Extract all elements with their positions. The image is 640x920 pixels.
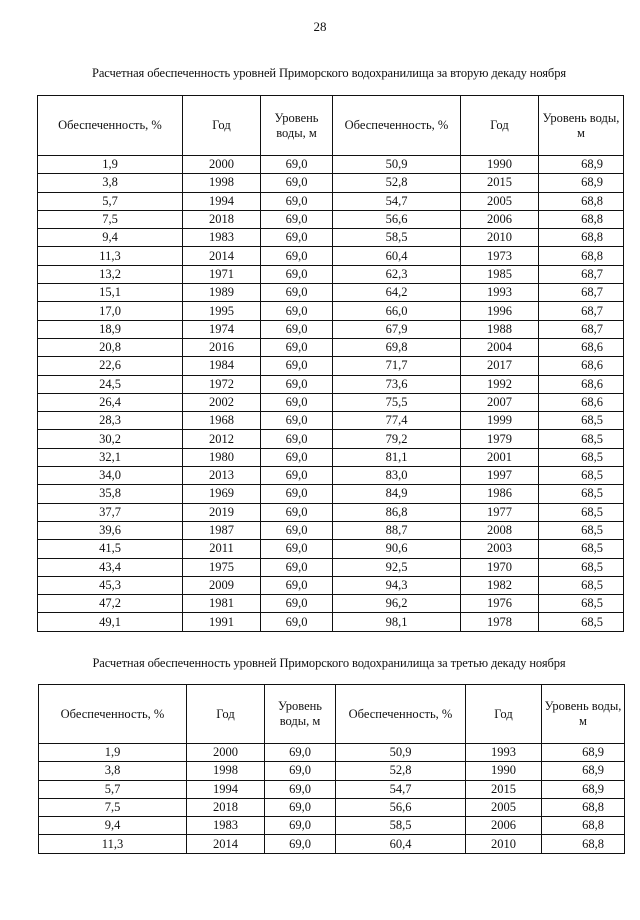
table-cell: 68,8 [542, 835, 625, 853]
table-cell: 1996 [461, 302, 539, 320]
table-cell: 69,0 [261, 156, 333, 174]
table-cell: 64,2 [333, 284, 461, 302]
table-cell: 68,6 [539, 375, 624, 393]
table-cell: 1993 [461, 284, 539, 302]
table-cell: 58,5 [336, 817, 466, 835]
table-cell: 69,0 [265, 762, 336, 780]
table-cell: 2008 [461, 521, 539, 539]
table-cell: 1990 [466, 762, 542, 780]
table-cell: 34,0 [38, 467, 183, 485]
table-cell: 1974 [183, 320, 261, 338]
table-cell: 69,0 [261, 448, 333, 466]
table-cell: 69,0 [261, 284, 333, 302]
table-cell: 1971 [183, 265, 261, 283]
column-header: Обеспеченность, % [336, 685, 466, 744]
table-row [38, 540, 624, 558]
table-cell: 2006 [466, 817, 542, 835]
table-cell: 69,0 [261, 540, 333, 558]
table-cell: 68,5 [539, 467, 624, 485]
table-cell: 69,0 [261, 521, 333, 539]
table-cell: 68,5 [539, 558, 624, 576]
table-cell: 68,5 [539, 540, 624, 558]
table-cell: 73,6 [333, 375, 461, 393]
table-cell: 86,8 [333, 503, 461, 521]
column-header: Уровень воды, м [261, 96, 333, 156]
table-cell: 69,0 [261, 595, 333, 613]
table-cell: 69,0 [261, 430, 333, 448]
table-cell: 2015 [461, 174, 539, 192]
table-cell: 68,5 [539, 521, 624, 539]
column-header: Год [183, 96, 261, 156]
table-cell: 58,5 [333, 229, 461, 247]
table-cell: 2001 [461, 448, 539, 466]
table-cell: 56,6 [333, 210, 461, 228]
table-cell: 1999 [461, 412, 539, 430]
table-cell: 69,0 [261, 613, 333, 631]
table-cell: 68,5 [539, 503, 624, 521]
table-cell: 1981 [183, 595, 261, 613]
table-cell: 52,8 [333, 174, 461, 192]
table-cell: 18,9 [38, 320, 183, 338]
table-cell: 1984 [183, 357, 261, 375]
table-cell: 1995 [183, 302, 261, 320]
table-row [38, 393, 624, 411]
table-cell: 94,3 [333, 576, 461, 594]
table-cell: 9,4 [38, 229, 183, 247]
table-cell: 68,6 [539, 357, 624, 375]
table-cell: 92,5 [333, 558, 461, 576]
table-row [38, 558, 624, 576]
table-row [38, 430, 624, 448]
table-row [38, 265, 624, 283]
table-cell: 69,0 [265, 817, 336, 835]
table-cell: 2012 [183, 430, 261, 448]
table-cell: 68,6 [539, 338, 624, 356]
table-row [38, 595, 624, 613]
table-body [38, 156, 624, 632]
table-cell: 69,0 [261, 192, 333, 210]
table-row [38, 576, 624, 594]
table-cell: 68,9 [542, 762, 625, 780]
table-header [38, 96, 624, 156]
table-row [38, 448, 624, 466]
table-row [38, 320, 624, 338]
table-cell: 28,3 [38, 412, 183, 430]
table-cell: 1998 [187, 762, 265, 780]
table-cell: 81,1 [333, 448, 461, 466]
table-row [38, 229, 624, 247]
table-cell: 2007 [461, 393, 539, 411]
table-cell: 22,6 [38, 357, 183, 375]
table-row [39, 798, 625, 816]
table-cell: 68,9 [542, 780, 625, 798]
table-cell: 26,4 [38, 393, 183, 411]
table-cell: 3,8 [39, 762, 187, 780]
table-cell: 68,5 [539, 448, 624, 466]
column-header: Уровень воды, м [539, 96, 624, 156]
table-cell: 2011 [183, 540, 261, 558]
table-cell: 60,4 [333, 247, 461, 265]
column-header: Обеспеченность, % [39, 685, 187, 744]
table-cell: 69,0 [261, 485, 333, 503]
table-row [38, 521, 624, 539]
table-cell: 1991 [183, 613, 261, 631]
table-cell: 39,6 [38, 521, 183, 539]
table-cell: 79,2 [333, 430, 461, 448]
table-cell: 68,7 [539, 284, 624, 302]
table-cell: 2018 [183, 210, 261, 228]
table-cell: 37,7 [38, 503, 183, 521]
table-cell: 77,4 [333, 412, 461, 430]
table-cell: 1994 [183, 192, 261, 210]
table-row [38, 503, 624, 521]
table-cell: 67,9 [333, 320, 461, 338]
table-cell: 69,0 [261, 338, 333, 356]
table-row [38, 174, 624, 192]
table-cell: 2016 [183, 338, 261, 356]
table-cell: 68,5 [539, 485, 624, 503]
table-cell: 69,0 [261, 503, 333, 521]
table-cell: 9,4 [39, 817, 187, 835]
table-cell: 2017 [461, 357, 539, 375]
table-cell: 13,2 [38, 265, 183, 283]
table-cell: 75,5 [333, 393, 461, 411]
table-cell: 68,7 [539, 265, 624, 283]
table-cell: 41,5 [38, 540, 183, 558]
table-cell: 69,0 [261, 558, 333, 576]
table-row [39, 780, 625, 798]
table-cell: 83,0 [333, 467, 461, 485]
table-row [38, 412, 624, 430]
table-row [38, 613, 624, 631]
table-cell: 1980 [183, 448, 261, 466]
table-cell: 69,0 [261, 375, 333, 393]
table-cell: 50,9 [336, 744, 466, 762]
table-cell: 49,1 [38, 613, 183, 631]
table-cell: 1994 [187, 780, 265, 798]
table-cell: 69,0 [261, 357, 333, 375]
table-cell: 69,0 [261, 576, 333, 594]
table-third-decade [38, 684, 625, 854]
table-cell: 30,2 [38, 430, 183, 448]
table-row [39, 744, 625, 762]
table-cell: 69,0 [261, 412, 333, 430]
table-cell: 69,0 [265, 798, 336, 816]
table-cell: 1,9 [38, 156, 183, 174]
table-cell: 1,9 [39, 744, 187, 762]
table-cell: 1983 [183, 229, 261, 247]
table-cell: 1982 [461, 576, 539, 594]
table-cell: 68,8 [539, 229, 624, 247]
table-cell: 54,7 [336, 780, 466, 798]
column-header: Год [187, 685, 265, 744]
column-header: Уровень воды, м [542, 685, 625, 744]
table-cell: 68,5 [539, 412, 624, 430]
table-cell: 5,7 [39, 780, 187, 798]
table-cell: 68,8 [539, 210, 624, 228]
table-cell: 11,3 [38, 247, 183, 265]
table-cell: 47,2 [38, 595, 183, 613]
table-cell: 2006 [461, 210, 539, 228]
table-cell: 32,1 [38, 448, 183, 466]
table-cell: 5,7 [38, 192, 183, 210]
table-row [38, 192, 624, 210]
table-row [39, 817, 625, 835]
table-cell: 68,7 [539, 320, 624, 338]
table-cell: 11,3 [39, 835, 187, 853]
page-number: 28 [313, 19, 327, 34]
table-cell: 2018 [187, 798, 265, 816]
table-cell: 68,6 [539, 393, 624, 411]
table-cell: 7,5 [39, 798, 187, 816]
header-row [38, 96, 624, 156]
table-cell: 1969 [183, 485, 261, 503]
column-header: Обеспеченность, % [333, 96, 461, 156]
table-body [39, 744, 625, 854]
table-cell: 69,0 [261, 247, 333, 265]
table-cell: 17,0 [38, 302, 183, 320]
table-cell: 68,5 [539, 430, 624, 448]
table-row [38, 302, 624, 320]
table-cell: 69,0 [265, 835, 336, 853]
table-cell: 69,0 [261, 302, 333, 320]
table-cell: 50,9 [333, 156, 461, 174]
table-cell: 68,8 [542, 798, 625, 816]
table-cell: 2005 [461, 192, 539, 210]
column-header: Год [466, 685, 542, 744]
table-cell: 1998 [183, 174, 261, 192]
table-cell: 68,5 [539, 576, 624, 594]
table-cell: 52,8 [336, 762, 466, 780]
table-cell: 2000 [187, 744, 265, 762]
table-cell: 69,0 [261, 467, 333, 485]
table-cell: 69,0 [265, 780, 336, 798]
table-caption-second-decade: Расчетная обеспеченность уровней Приморского водохранилища за вторую декаду ноября [92, 66, 566, 80]
table-cell: 2004 [461, 338, 539, 356]
column-header: Год [461, 96, 539, 156]
table-second-decade [37, 95, 624, 632]
column-header: Уровень воды, м [265, 685, 336, 744]
table-cell: 2010 [461, 229, 539, 247]
table-cell: 2019 [183, 503, 261, 521]
table-cell: 2009 [183, 576, 261, 594]
table-cell: 68,9 [539, 156, 624, 174]
table-cell: 98,1 [333, 613, 461, 631]
table-cell: 1987 [183, 521, 261, 539]
table-cell: 2010 [466, 835, 542, 853]
table-cell: 69,0 [261, 229, 333, 247]
table-cell: 69,0 [261, 393, 333, 411]
table-cell: 88,7 [333, 521, 461, 539]
table-cell: 1997 [461, 467, 539, 485]
table-cell: 2013 [183, 467, 261, 485]
table-cell: 1973 [461, 247, 539, 265]
table-row [38, 338, 624, 356]
table-cell: 68,5 [539, 595, 624, 613]
table-cell: 1976 [461, 595, 539, 613]
table-cell: 1986 [461, 485, 539, 503]
table-cell: 1972 [183, 375, 261, 393]
table-row [38, 247, 624, 265]
table-row [38, 375, 624, 393]
table-cell: 69,0 [261, 265, 333, 283]
table-cell: 20,8 [38, 338, 183, 356]
table-cell: 69,8 [333, 338, 461, 356]
table-cell: 68,5 [539, 613, 624, 631]
table-cell: 1970 [461, 558, 539, 576]
table-row [39, 762, 625, 780]
table-cell: 2005 [466, 798, 542, 816]
table-cell: 2000 [183, 156, 261, 174]
table-cell: 84,9 [333, 485, 461, 503]
table-cell: 2003 [461, 540, 539, 558]
table-cell: 68,8 [539, 192, 624, 210]
table-cell: 1975 [183, 558, 261, 576]
table-cell: 66,0 [333, 302, 461, 320]
table-cell: 2015 [466, 780, 542, 798]
table-row [38, 467, 624, 485]
table-cell: 1977 [461, 503, 539, 521]
table-cell: 71,7 [333, 357, 461, 375]
table-cell: 69,0 [261, 210, 333, 228]
table-cell: 96,2 [333, 595, 461, 613]
header-row [39, 685, 625, 744]
table-cell: 56,6 [336, 798, 466, 816]
table-cell: 1990 [461, 156, 539, 174]
table-cell: 90,6 [333, 540, 461, 558]
table-cell: 2014 [187, 835, 265, 853]
table-cell: 35,8 [38, 485, 183, 503]
table-cell: 3,8 [38, 174, 183, 192]
table-cell: 45,3 [38, 576, 183, 594]
table-caption-third-decade: Расчетная обеспеченность уровней Приморского водохранилища за третью декаду ноября [92, 656, 566, 670]
table-cell: 1989 [183, 284, 261, 302]
table-cell: 15,1 [38, 284, 183, 302]
table-cell: 1978 [461, 613, 539, 631]
table-cell: 2014 [183, 247, 261, 265]
table-cell: 1992 [461, 375, 539, 393]
table-cell: 62,3 [333, 265, 461, 283]
table-cell: 69,0 [261, 174, 333, 192]
column-header: Обеспеченность, % [38, 96, 183, 156]
table-row [38, 357, 624, 375]
table-cell: 1993 [466, 744, 542, 762]
table-cell: 68,8 [539, 247, 624, 265]
table-row [38, 284, 624, 302]
table-cell: 68,9 [542, 744, 625, 762]
table-cell: 68,8 [542, 817, 625, 835]
table-cell: 1985 [461, 265, 539, 283]
table-row [39, 835, 625, 853]
table-cell: 1979 [461, 430, 539, 448]
table-cell: 60,4 [336, 835, 466, 853]
table-row [38, 210, 624, 228]
table-cell: 1988 [461, 320, 539, 338]
table-row [38, 485, 624, 503]
table-cell: 68,7 [539, 302, 624, 320]
table-cell: 24,5 [38, 375, 183, 393]
table-cell: 7,5 [38, 210, 183, 228]
table-cell: 69,0 [265, 744, 336, 762]
table-row [38, 156, 624, 174]
table-cell: 2002 [183, 393, 261, 411]
table-cell: 54,7 [333, 192, 461, 210]
table-cell: 43,4 [38, 558, 183, 576]
table-cell: 1968 [183, 412, 261, 430]
table-cell: 68,9 [539, 174, 624, 192]
table-cell: 69,0 [261, 320, 333, 338]
table-cell: 1983 [187, 817, 265, 835]
table-header [39, 685, 625, 744]
